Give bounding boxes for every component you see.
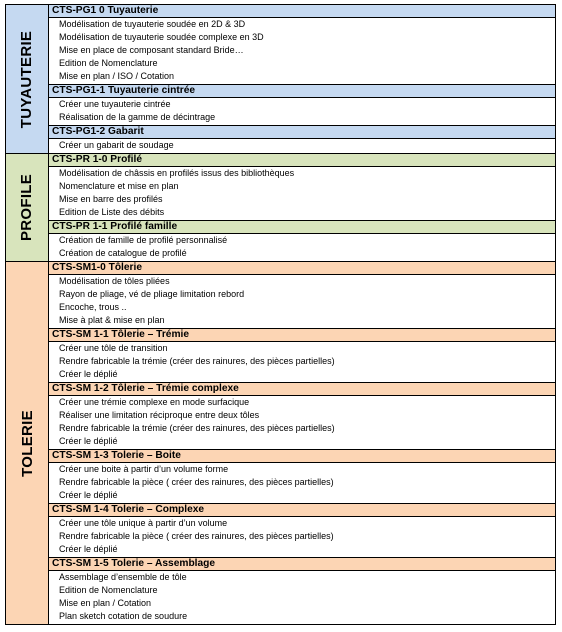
module-item: Créer une tôle unique à partir d’un volume	[59, 518, 228, 528]
section-label: TUYAUTERIE	[18, 30, 36, 128]
module-item: Créer le déplié	[59, 436, 118, 446]
module-group	[49, 5, 555, 84]
module-title: CTS-PR 1-1 Profilé famille	[49, 221, 555, 234]
training-modules-table	[5, 4, 556, 625]
module-items	[49, 139, 555, 153]
section-profile	[5, 153, 556, 262]
module-group	[49, 449, 555, 503]
module-item: Modélisation de tuyauterie soudée complexe en 3D	[59, 32, 264, 42]
section-tuyauterie	[5, 4, 556, 154]
module-items	[49, 517, 555, 557]
module-item: Rayon de pliage, vé de pliage limitation rebord	[59, 289, 245, 299]
module-group	[49, 382, 555, 449]
module-item: Rendre fabricable la trémie (créer des rainures, des pièces partielles)	[59, 423, 335, 433]
module-title: CTS-PR 1-0 Profilé	[49, 154, 555, 167]
module-item: Edition de Nomenclature	[59, 585, 158, 595]
section-content	[49, 154, 555, 261]
section-label: TOLERIE	[18, 409, 36, 477]
module-item: Créer une tuyauterie cintrée	[59, 99, 171, 109]
module-title: CTS-SM 1-1 Tôlerie – Trémie	[49, 329, 555, 342]
module-group	[49, 154, 555, 220]
module-title: CTS-SM 1-2 Tôlerie – Trémie complexe	[49, 383, 555, 396]
section-label-cell	[6, 262, 49, 624]
module-items	[49, 571, 555, 624]
module-item: Créer le déplié	[59, 369, 118, 379]
module-item: Nomenclature et mise en plan	[59, 181, 179, 191]
module-item: Réaliser une limitation réciproque entre deux tôles	[59, 410, 260, 420]
section-content	[49, 5, 555, 153]
section-label-cell	[6, 5, 49, 153]
module-item: Rendre fabricable la pièce ( créer des rainures, des pièces partielles)	[59, 531, 334, 541]
module-group	[49, 503, 555, 557]
module-item: Modélisation de tuyauterie soudée en 2D & 3D	[59, 19, 246, 29]
module-group	[49, 557, 555, 624]
module-group	[49, 328, 555, 382]
section-content	[49, 262, 555, 624]
module-item: Modélisation de châssis en profilés issus des bibliothèques	[59, 168, 295, 178]
module-item: Rendre fabricable la trémie (créer des rainures, des pièces partielles)	[59, 356, 335, 366]
module-item: Création de famille de profilé personnalisé	[59, 235, 228, 245]
module-item: Créer le déplié	[59, 490, 118, 500]
module-item: Mise en plan / Cotation	[59, 598, 152, 608]
section-tolerie	[5, 261, 556, 625]
module-title: CTS-SM 1-5 Tolerie – Assemblage	[49, 558, 555, 571]
module-items	[49, 18, 555, 84]
module-item: Créer une boite à partir d’un volume forme	[59, 464, 229, 474]
module-item: Rendre fabricable la pièce ( créer des rainures, des pièces partielles)	[59, 477, 334, 487]
module-item: Création de catalogue de profilé	[59, 248, 187, 258]
module-items	[49, 275, 555, 328]
module-item: Plan sketch cotation de soudure	[59, 611, 188, 621]
module-items	[49, 167, 555, 220]
module-item: Mise à plat & mise en plan	[59, 315, 165, 325]
module-item: Réalisation de la gamme de décintrage	[59, 112, 216, 122]
module-title: CTS-PG1 0 Tuyauterie	[49, 5, 555, 18]
module-item: Edition de Liste des débits	[59, 207, 165, 217]
module-item: Créer un gabarit de soudage	[59, 140, 174, 150]
module-items	[49, 396, 555, 449]
module-group	[49, 262, 555, 328]
module-item: Encoche, trous ..	[59, 302, 127, 312]
module-item: Edition de Nomenclature	[59, 58, 158, 68]
module-item: Créer une tôle de transition	[59, 343, 168, 353]
module-item: Mise en place de composant standard Bride…	[59, 45, 244, 55]
module-item: Créer une trémie complexe en mode surfacique	[59, 397, 250, 407]
module-item: Mise en barre des profilés	[59, 194, 163, 204]
section-label-cell	[6, 154, 49, 261]
module-item: Mise en plan / ISO / Cotation	[59, 71, 175, 81]
module-item: Créer le déplié	[59, 544, 118, 554]
module-title: CTS-SM1-0 Tôlerie	[49, 262, 555, 275]
module-items	[49, 463, 555, 503]
section-label: PROFILE	[18, 173, 36, 242]
module-items	[49, 234, 555, 261]
module-items	[49, 342, 555, 382]
module-item: Assemblage d’ensemble de tôle	[59, 572, 187, 582]
module-group	[49, 220, 555, 261]
module-title: CTS-PG1-2 Gabarit	[49, 126, 555, 139]
module-group	[49, 125, 555, 153]
module-title: CTS-PG1-1 Tuyauterie cintrée	[49, 85, 555, 98]
module-title: CTS-SM 1-3 Tolerie – Boite	[49, 450, 555, 463]
module-title: CTS-SM 1-4 Tolerie – Complexe	[49, 504, 555, 517]
module-item: Modélisation de tôles pliées	[59, 276, 170, 286]
module-items	[49, 98, 555, 125]
module-group	[49, 84, 555, 125]
